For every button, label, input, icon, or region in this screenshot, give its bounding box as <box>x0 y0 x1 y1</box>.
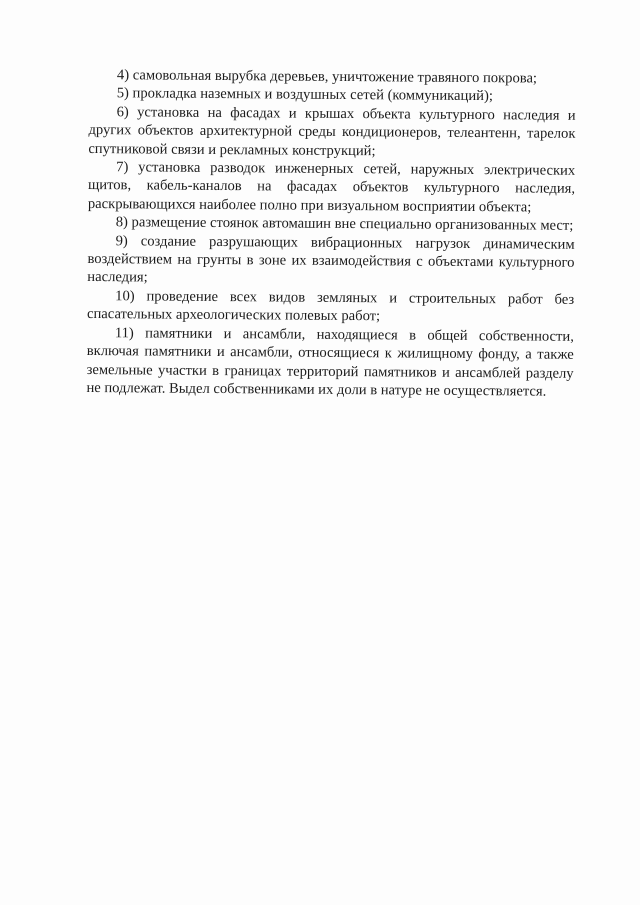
paragraph-item-4: 4) самовольная вырубка деревьев, уничтожение травяного покрова; <box>116 67 538 87</box>
paragraph-item-6: 6) установка на фасадах и крышах объекта культурного наследия и других объектов архитектурной среды кондиционеров, телеантенн, тарелок спутниковой связи и рекламных конструкций; <box>88 104 576 159</box>
paragraph-item-9: 9) создание разрушающих вибрационных нагрузок динамическим воздействием на грунты в зоне их взаимодействия с объектами культурного наследия; <box>87 232 575 286</box>
paragraph-item-5: 5) прокладка наземных и воздушных сетей (коммуникаций); <box>116 85 493 105</box>
document-body <box>86 66 576 401</box>
paragraph-item-7: 7) установка разводок инженерных сетей, наружных электрических щитов, кабель-каналов на фасадах объектов культурного наследия, раскрывающихся наиболее полно при визуальном восприятии объекта; <box>87 159 576 216</box>
paragraph-item-11: 11) памятники и ансамбли, находящиеся в общей собственности, включая памятники и ансамбли, относящиеся к жилищному фонду, а также земельные участки в границах территорий памятников и ансамблей разделу не подлежат. Выдел собственниками их доли в натуре не осуществляется. <box>86 324 574 400</box>
paragraph-item-8: 8) размещение стоянок автомашин вне специально организованных мест; <box>115 214 574 235</box>
paragraph-item-10: 10) проведение всех видов земляных и строительных работ без спасательных археологических полевых работ; <box>86 288 575 325</box>
